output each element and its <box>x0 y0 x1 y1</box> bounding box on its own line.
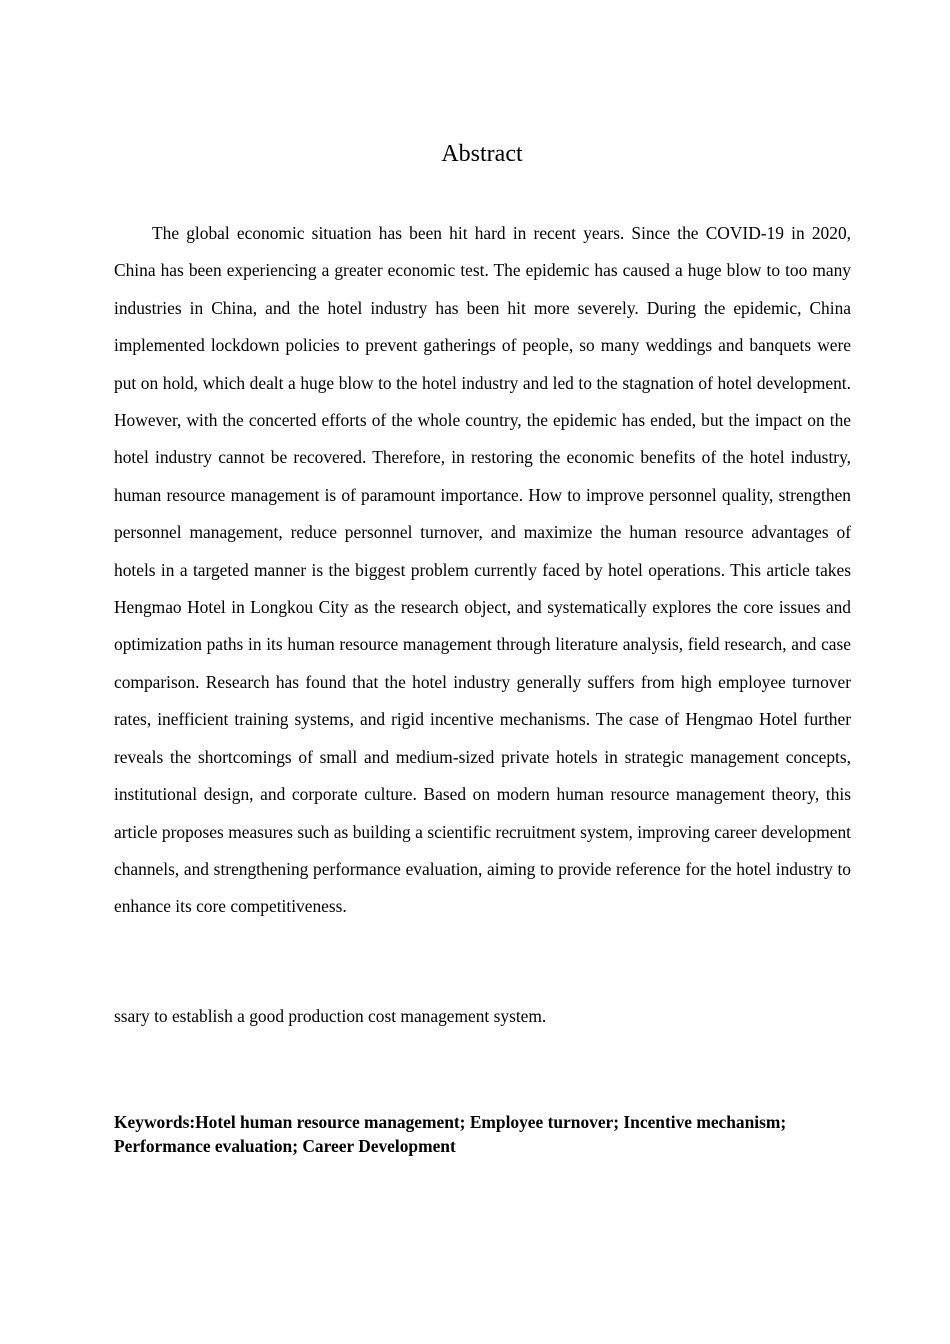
abstract-trailing-fragment: ssary to establish a good production cost management system. <box>114 1006 547 1026</box>
abstract-paragraph: The global economic situation has been hit hard in recent years. Since the COVID-19 in 2020, China has been experiencing a greater economic test. The epidemic has caused a huge blow to too many industries in China, and the hotel industry has been hit more severely. During the epidemic, China implemented lockdown policies to prevent gatherings of people, so many weddings and banquets were put on hold, which dealt a huge blow to the hotel industry and led to the stagnation of hotel development. However, with the concerted efforts of the whole country, the epidemic has ended, but the impact on the hotel industry cannot be recovered. Therefore, in restoring the economic benefits of the hotel industry, human resource management is of paramount importance. How to improve personnel quality, strengthen personnel management, reduce personnel turnover, and maximize the human resource advantages of hotels in a targeted manner is the biggest problem currently faced by hotel operations. This article takes Hengmao Hotel in Longkou City as the research object, and systematically explores the core issues and optimization paths in its human resource management through literature analysis, field research, and case comparison. Research has found that the hotel industry generally suffers from high employee turnover rates, inefficient training systems, and rigid incentive mechanisms. The case of Hengmao Hotel further reveals the shortcomings of small and medium-sized private hotels in strategic management concepts, institutional design, and corporate culture. Based on modern human resource management theory, this article proposes measures such as building a scientific recruitment system, improving career development channels, and strengthening performance evaluation, aiming to provide reference for the hotel industry to enhance its core competitiveness. <box>114 223 851 917</box>
keywords-line: Keywords:Hotel human resource management; Employee turnover; Incentive mechanism; Performance evaluation; Career Development <box>114 1112 787 1156</box>
abstract-title: Abstract <box>441 141 523 168</box>
